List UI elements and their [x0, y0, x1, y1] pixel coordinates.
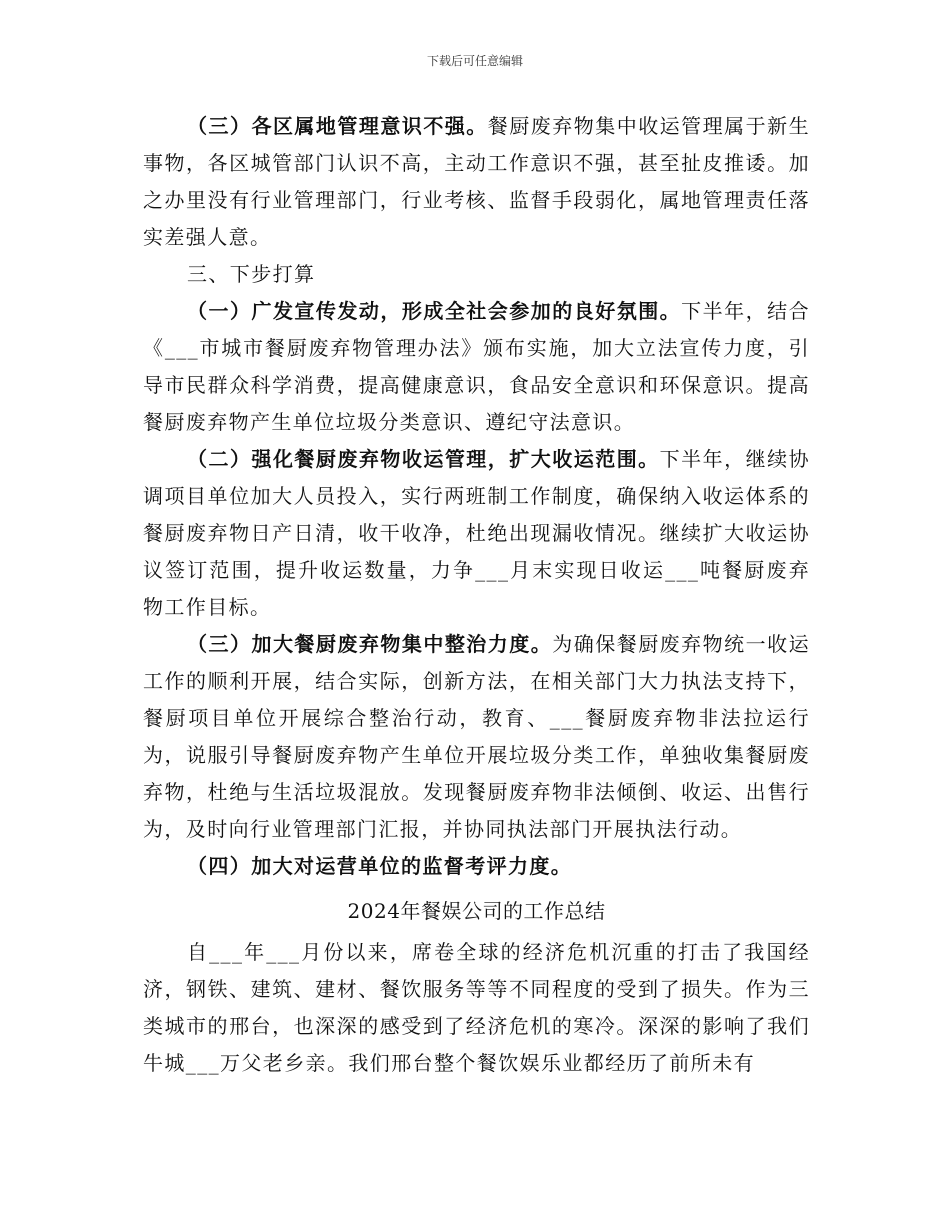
document-title: 2024年餐娱公司的工作总结 [347, 899, 606, 923]
paragraph-heading: （二）强化餐厨废弃物收运管理，扩大收运范围。 [187, 447, 660, 471]
paragraph-text: 自___年___月份以来，席卷全球的经济危机沉重的打击了我国经济，钢铁、建筑、建材、餐饮服务等等不同程度的受到了损失。作为三类城市的邢台，也深深的感受到了经济危机的寒冷。深深的影响了我们牛城___万父老乡亲。我们邢台整个餐饮娱乐业都经历了前所未有 [143, 940, 810, 1075]
paragraph-heading: （三）各区属地管理意识不强。 [187, 114, 488, 138]
paragraph-heading: （三）加大餐厨废弃物集中整治力度。 [187, 632, 553, 656]
paragraph [143, 441, 810, 626]
paragraph-text: 下半年，结合《___市城市餐厨废弃物管理办法》颁布实施，加大立法宣传力度，引导市民群众科学消费，提高健康意识，食品安全意识和环保意识。提高餐厨废弃物产生单位垃圾分类意识、遵纪守法意识。 [143, 299, 810, 434]
paragraph [143, 108, 810, 256]
paragraph [143, 626, 810, 848]
paragraph-text: 为确保餐厨废弃物统一收运工作的顺利开展，结合实际，创新方法，在相关部门大力执法支持下，餐厨项目单位开展综合整治行动，教育、___餐厨废弃物非法拉运行为，说服引导餐厨废弃物产生单位开展垃圾分类工作，单独收集餐厨废弃物，杜绝与生活垃圾混放。发现餐厨废弃物非法倾倒、收运、出售行为，及时向行业管理部门汇报，并协同执法部门开展执法行动。 [143, 632, 810, 841]
paragraph [143, 293, 810, 441]
paragraph-heading: （四）加大对运营单位的监督考评力度。 [187, 854, 573, 878]
document-body [143, 108, 810, 1082]
section-heading-text: 三、下步打算 [187, 262, 316, 286]
paragraph [143, 848, 810, 885]
paragraph-heading: （一）广发宣传发动，形成全社会参加的良好氛围。 [187, 299, 682, 323]
section-heading [143, 256, 810, 293]
paragraph-text: 下半年，继续协调项目单位加大人员投入，实行两班制工作制度，确保纳入收运体系的餐厨废弃物日产日清，收干收净，杜绝出现漏收情况。继续扩大收运协议签订范围，提升收运数量，力争___月末实现日收运___吨餐厨废弃物工作目标。 [143, 447, 810, 619]
page-header: 下载后可任意编辑 [426, 54, 523, 68]
paragraph [143, 934, 810, 1082]
paragraph-text: 餐厨废弃物集中收运管理属于新生事物，各区城管部门认识不高，主动工作意识不强，甚至扯皮推诿。加之办里没有行业管理部门，行业考核、监督手段弱化，属地管理责任落实差强人意。 [143, 114, 810, 249]
